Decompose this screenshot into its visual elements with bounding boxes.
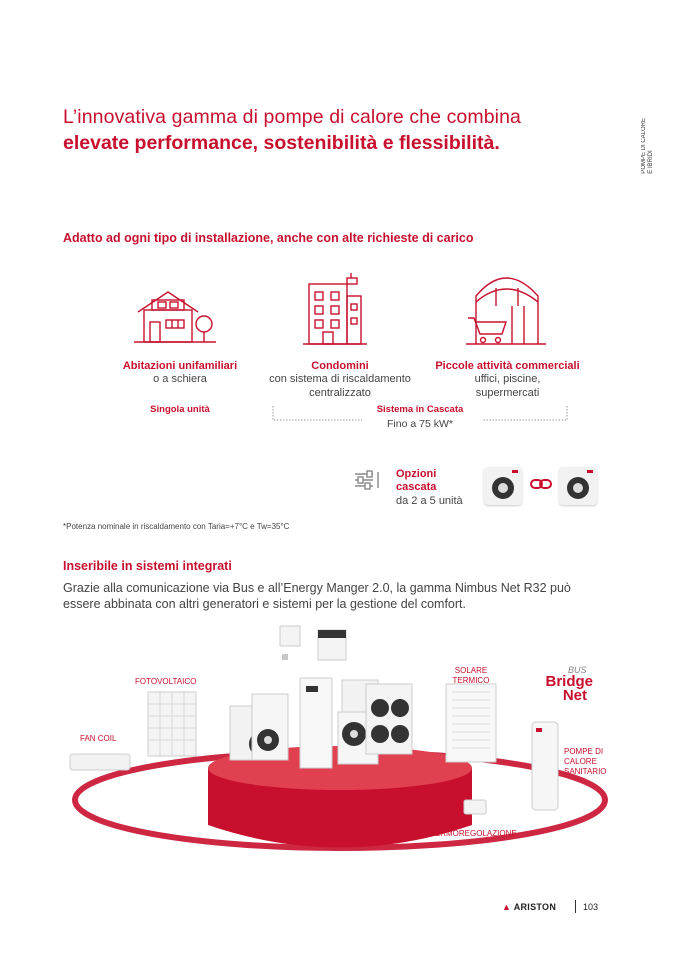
integration-paragraph: Grazie alla comunicazione via Bus e all’Energy Manger 2.0, la gamma Nimbus Net R32 può essere abbinata con altri generatori e sistemi per la gestione del comfort. [63, 581, 571, 611]
side-tab-line1: POMPE DI CALORE [641, 118, 647, 174]
cascade-options-desc: da 2 a 5 unità [396, 495, 463, 507]
footnote: *Potenza nominale in riscaldamento con Taria=+7°C e Tw=35°C [63, 522, 290, 531]
section-heading-integrated: Inseribile in sistemi integrati [63, 559, 232, 573]
bridgenet-logo-bridge: Bridge [545, 673, 593, 690]
side-tab [641, 118, 671, 174]
section-heading-installation: Adatto ad ogni tipo di installazione, anche con alte richieste di carico [63, 231, 474, 245]
ariston-logo [502, 902, 556, 912]
label-photovoltaic: FOTOVOLTAICO [135, 677, 197, 686]
ariston-mark-icon: ▲ [502, 902, 514, 912]
label-fan-coil: FAN COIL [80, 734, 117, 743]
category-name: Abitazioni unifamiliari [122, 360, 238, 372]
sliders-icon [353, 470, 381, 490]
footer-divider [575, 900, 576, 913]
cascade-options-title-line2: cascata [396, 481, 437, 493]
house-icon [132, 286, 218, 346]
label-dhw-heat-pumps: POMPE DI CALORE SANITARIO [564, 747, 607, 776]
category-commercial [420, 360, 595, 400]
ariston-brand-text: ARISTON [513, 902, 557, 912]
category-name: Piccole attività commerciali [435, 360, 580, 372]
heat-pump-unit-icon [484, 467, 522, 505]
category-name: Condomini [311, 360, 369, 372]
bridgenet-logo [535, 675, 593, 703]
cascade-system-label: Sistema in Cascata [330, 404, 510, 415]
category-desc: o a schiera [153, 373, 207, 385]
category-single-family [100, 360, 260, 386]
category-desc: uffici, piscine, supermercati [474, 373, 541, 399]
page-title-line2: elevate performance, sostenibilità e flessibilità. [63, 132, 500, 154]
bridgenet-logo-net: Net [562, 687, 587, 704]
single-unit-label: Singola unità [150, 404, 210, 415]
page-title-line1: L’innovativa gamma di pompe di calore che combina [63, 106, 521, 128]
page-number: 103 [583, 902, 599, 912]
integrated-systems-illustration [60, 620, 620, 890]
shop-cart-icon [466, 266, 546, 346]
cascade-system-value: Fino a 75 kW* [387, 418, 453, 430]
label-solar-thermal: SOLARE TERMICO [452, 666, 490, 685]
bus-label: BUS [568, 665, 587, 675]
category-desc: con sistema di riscaldamento centralizzato [269, 373, 411, 399]
chain-link-icon [529, 477, 553, 491]
cascade-options-title-line1: Opzioni [396, 468, 437, 480]
heat-pump-unit-icon [559, 467, 597, 505]
apartment-building-icon [303, 270, 367, 346]
label-thermoregulation: TERMOREGOLAZIONE [430, 829, 517, 838]
cascade-options-title [396, 468, 436, 494]
category-condomini [255, 360, 425, 400]
side-tab-line2: E IBRIDI [648, 150, 654, 174]
